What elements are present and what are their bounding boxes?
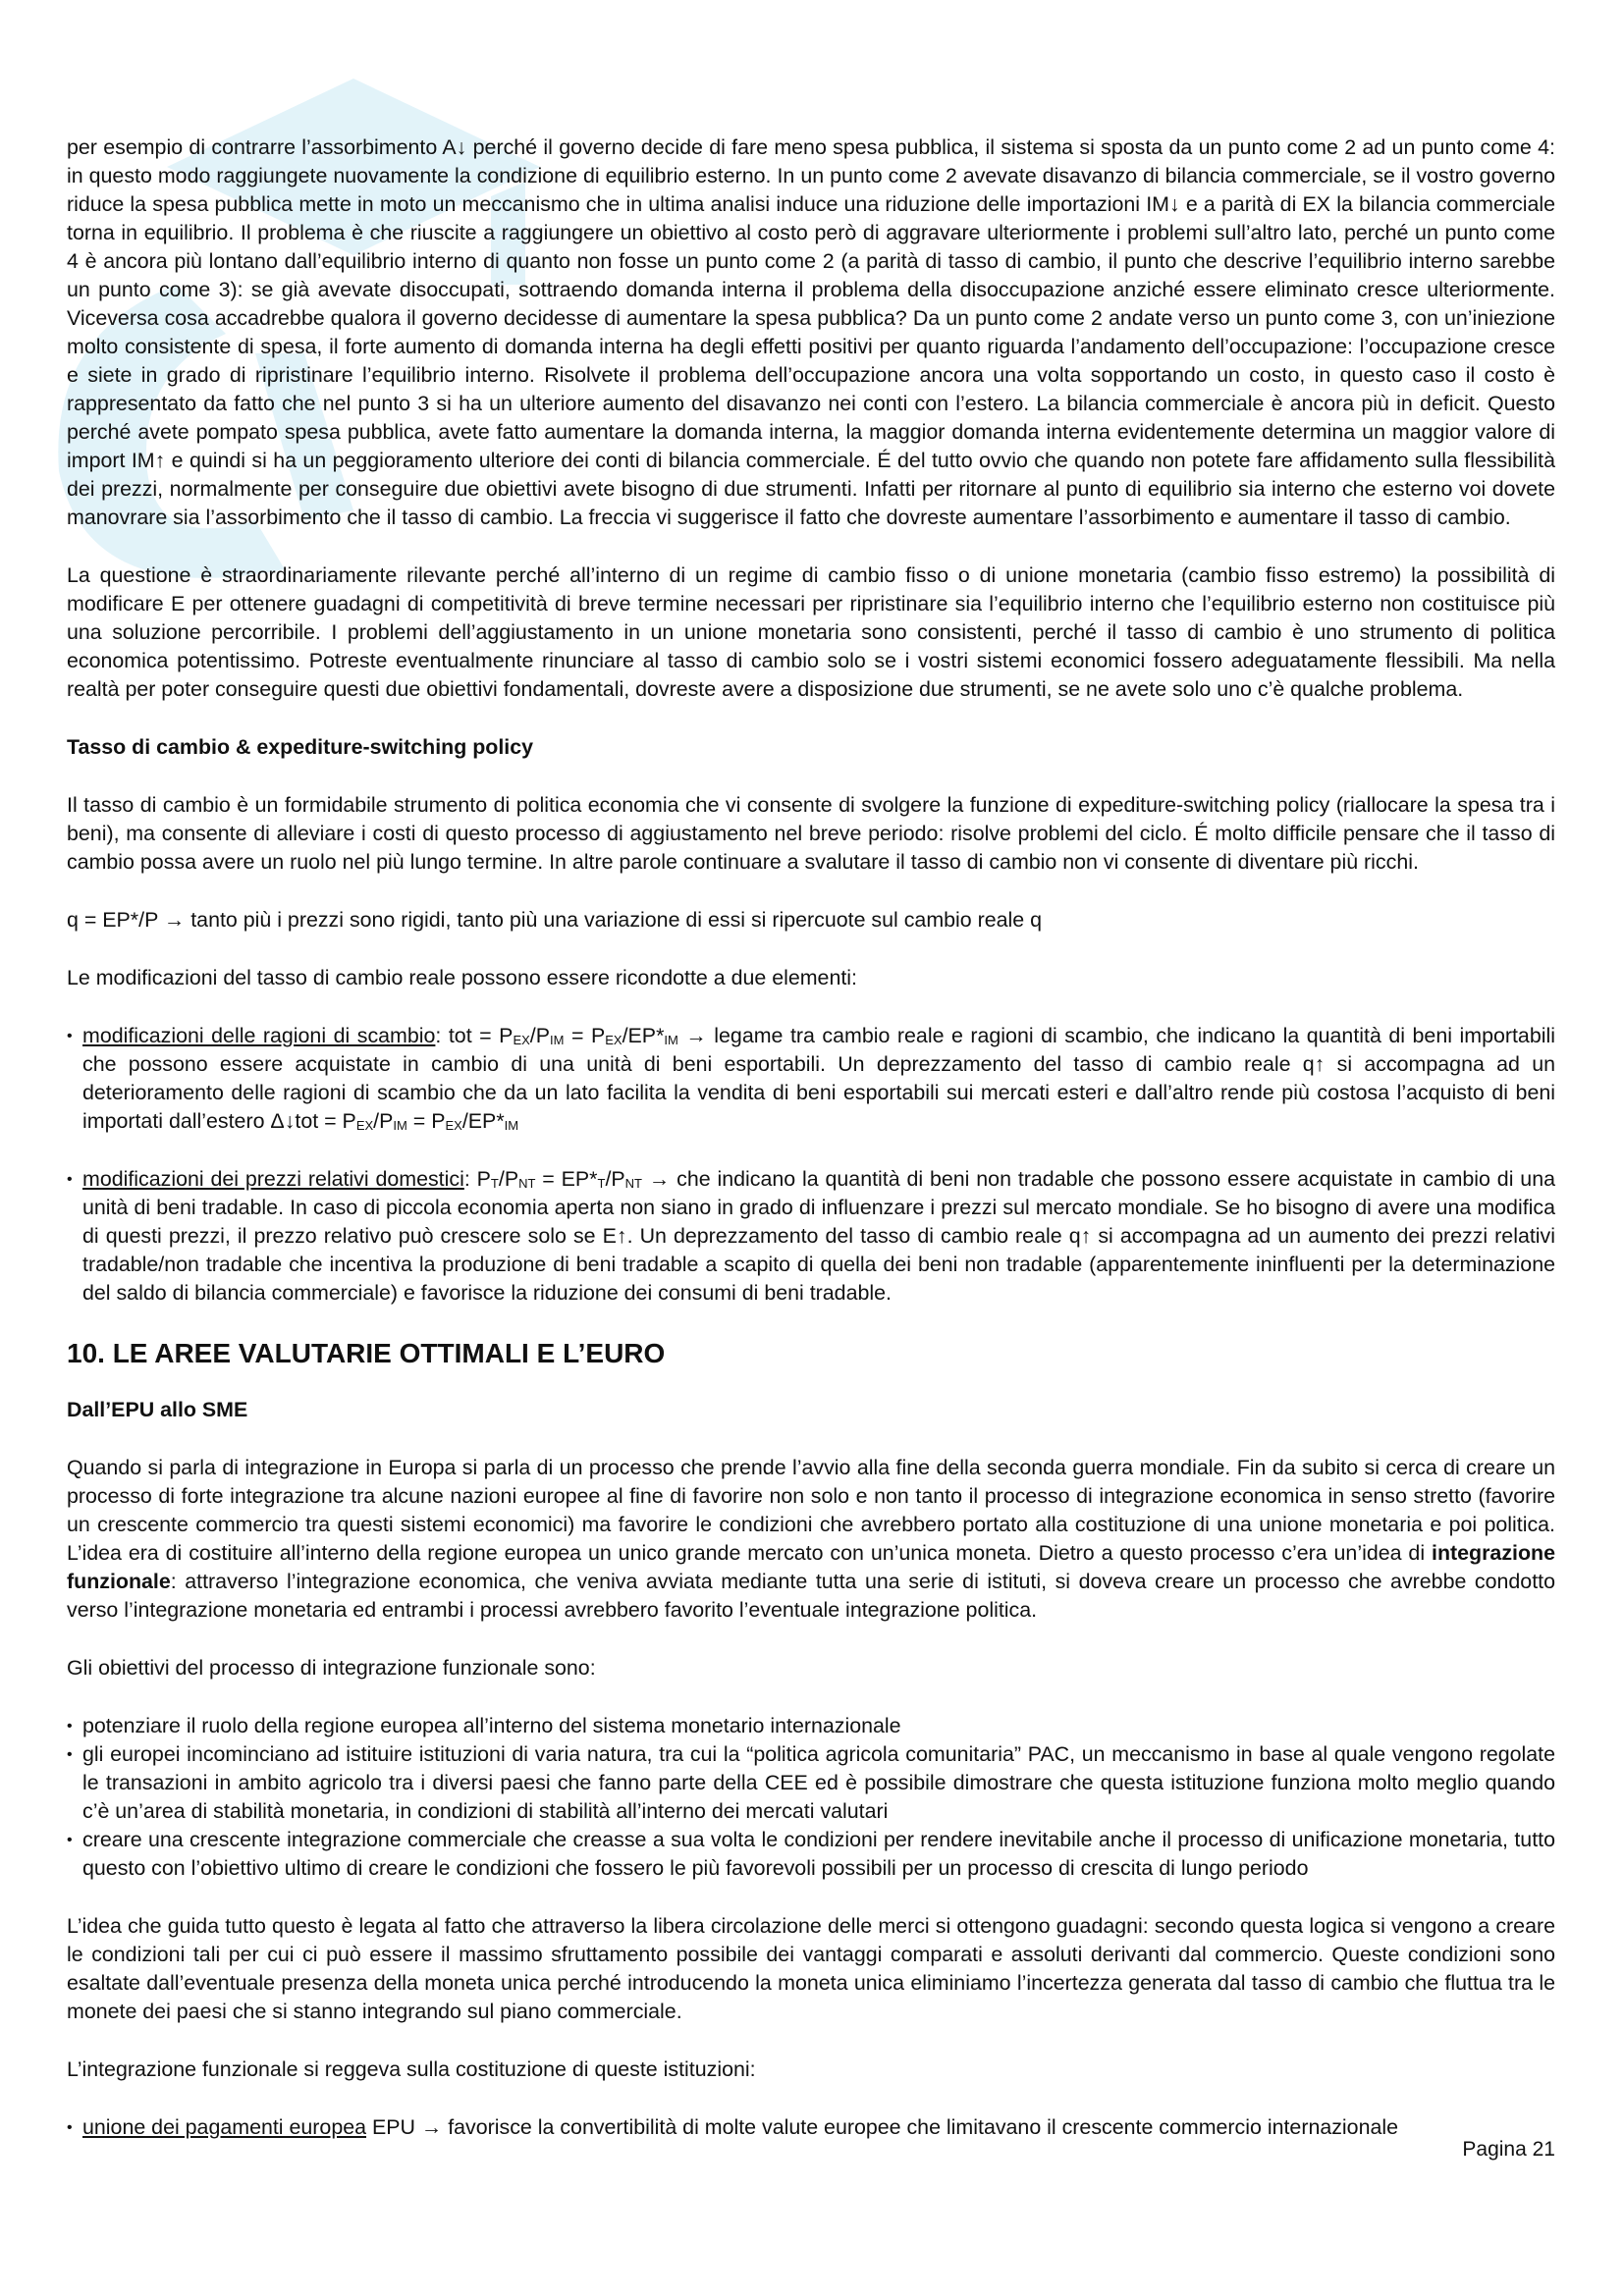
bullet-list-modificazioni <box>67 1022 1555 1308</box>
paragraph-integrazione-europa: Quando si parla di integrazione in Europa si parla di un processo che prende l’avvio alla fine della seconda guerra mondiale. Fin da subito si cerca di creare un processo di forte integrazione tra alcune nazioni europee al fine di favorire non solo e non tanto il processo di integrazione economica in senso stretto (favorire un crescente commercio tra questi sistemi economici) ma favorire le condizioni che avrebbero portato alla costituzione di una unione monetaria e poi politica. L’idea era di costituire all’interno della regione europea un unico grande mercato con un’unica moneta. Dietro a questo processo c’era un’idea di integrazione funzionale: attraverso l’integrazione economica, che veniva avviata mediante tutta una serie di istituti, si doveva creare un processo che avrebbe condotto verso l’integrazione monetaria ed entrambi i processi avrebbero favorito l’eventuale integrazione politica. <box>67 1456 1555 1622</box>
paragraph-strumento: Il tasso di cambio è un formidabile strumento di politica economia che vi consente di svolgere la funzione di expediture-switching policy (riallocare la spesa tra i beni), ma consente di alleviare i costi di questo processo di aggiustamento nel breve periodo: risolve problemi del ciclo. É molto difficile pensare che il tasso di cambio possa avere un ruolo nel più lungo termine. In altre parole continuare a svalutare il tasso di cambio non vi consente di diventare più ricchi. <box>67 793 1555 874</box>
term-prezzi-relativi: modificazioni dei prezzi relativi domestici <box>82 1167 464 1191</box>
paragraph-istituzioni: L’integrazione funzionale si reggeva sulla costituzione di queste istituzioni: <box>67 2057 756 2081</box>
term-ragioni-scambio: modificazioni delle ragioni di scambio <box>82 1024 436 1047</box>
paragraph-questione: La questione è straordinariamente rilevante perché all’interno di un regime di cambio fisso o di unione monetaria (cambio fisso estremo) la possibilità di modificare E per ottenere guadagni di competitività di breve termine necessari per ripristinare sia l’equilibrio interno che l’equilibrio esterno non costituisce più una soluzione percorribile. I problemi dell’aggiustamento in un unione monetaria sono consistenti, perché il tasso di cambio è uno strumento di politica economica potentissimo. Potreste eventualmente rinunciare al tasso di cambio solo se i vostri sistemi economici fossero adeguatamente flessibili. Ma nella realtà per poter conseguire questi due obiettivi fondamentali, dovreste avere a disposizione due strumenti, se ne avete solo uno c’è qualche problema. <box>67 563 1555 701</box>
page-number: Pagina 21 <box>1462 2138 1555 2161</box>
formula-tot: : tot = $P_{EX}/P_{IM} = P_{EX}/EP*_{IM}$ → <box>435 1024 715 1047</box>
list-item-obiettivo-3: • creare una crescente integrazione commerciale che creasse a sua volta le condizioni per rendere inevitabile anche il processo di unificazione monetaria, tutto questo con l’obiettivo ultimo di creare le condizioni che fossero le più favorevoli possibili per un processo di crescita di lungo periodo <box>67 1826 1555 1883</box>
section-heading-aree-valutarie: 10. LE AREE VALUTARIE OTTIMALI E L’EURO <box>67 1338 666 1368</box>
bullet-list-obiettivi <box>67 1712 1555 1883</box>
list-item-prezzi-relativi: • modificazioni dei prezzi relativi domestici: $P_T/P_{NT} = EP*_T/P_{NT}$ → che indicano la quantità di beni non tradable che possono essere acquistate in cambio di una unità di beni tradable. In caso di piccola economia aperta non siano in grado di influenzare i prezzi sul mercato mondiale. Se ho bisogno di avere una modifica di questi prezzi, il prezzo relativo può crescere solo se E↑. Un deprezzamento del tasso di cambio reale q↑ si accompagna ad un aumento dei prezzi relativi tradable/non tradable che incentiva la produzione di beni tradable a scapito di quella dei beni non tradable (apparentemente ininfluenti per la determinazione del saldo di bilancia commerciale) e favorisce la riduzione dei consumi di beni tradable. <box>67 1165 1555 1308</box>
subheading-epu-sme: Dall’EPU allo SME <box>67 1398 248 1421</box>
document-body <box>67 133 1555 2171</box>
paragraph-obiettivi: Gli obiettivi del processo di integrazione funzionale sono: <box>67 1656 596 1680</box>
bullet-list-istituzioni <box>67 2113 1555 2142</box>
paragraph-assorbimento: per esempio di contrarre l’assorbimento A↓ perché il governo decide di fare meno spesa pubblica, il sistema si sposta da un punto come 2 ad un punto come 4: in questo modo raggiungete nuovamente la condizione di equilibrio esterno. In un punto come 2 avevate disavanzo di bilancia commerciale, se il vostro governo riduce la spesa pubblica mette in moto un meccanismo che in ultima analisi induce una riduzione delle importazioni IM↓ e a parità di EX la bilancia commerciale torna in equilibrio. Il problema è che riuscite a raggiungere un obiettivo al costo però di aggravare ulteriormente i problemi sull’altro lato, perché un punto come 4 è ancora più lontano dall’equilibrio interno di quanto non fosse un punto come 2 (a parità di tasso di cambio, il punto che descrive l’equilibrio interno sarebbe un punto come 3): se già avevate disoccupati, sottraendo domanda interna il problema della disoccupazione anziché essere eliminato cresce ulteriormente. Viceversa cosa accadrebbe qualora il governo decidesse di aumentare la spesa pubblica? Da un punto come 2 andate verso un punto come 3, con un’iniezione molto consistente di spesa, il forte aumento di domanda interna ha degli effetti positivi per quanto riguarda l’andamento dell’occupazione: l’occupazione cresce e siete in grado di ripristinare l’equilibrio interno. Risolvete il problema dell’occupazione ancora una volta sopportando un costo, in questo caso il costo è rappresentato da fatto che nel punto 3 si ha un ulteriore aumento del disavanzo nei conti con l’estero. La bilancia commerciale è ancora più in deficit. Questo perché avete pompato spesa pubblica, avete fatto aumentare la domanda interna, la maggior domanda interna evidentemente determina un maggior valore di import IM↑ e quindi si ha un peggioramento ulteriore dei conti di bilancia commerciale. É del tutto ovvio che quando non potete fare affidamento sulla flessibilità dei prezzi, normalmente per conseguire due obiettivi avete bisogno di due strumenti. Infatti per ritornare al punto di equilibrio sia interno che esterno voi dovete manovrare sia l’assorbimento che il tasso di cambio. La freccia vi suggerisce il fatto che dovreste aumentare l’assorbimento e aumentare il tasso di cambio. <box>67 135 1555 529</box>
term-integrazione-funzionale: integrazione funzionale <box>67 1541 1555 1593</box>
formula-pt-pnt: : $P_T/P_{NT} = EP*_T/P_{NT}$ → <box>463 1167 677 1191</box>
paragraph-formula-q: q = EP*/P → tanto più i prezzi sono rigidi, tanto più una variazione di essi si ripercuote sul cambio reale q <box>67 908 1043 932</box>
paragraph-libera-circolazione: L’idea che guida tutto questo è legata al fatto che attraverso la libera circolazione delle merci si ottengono guadagni: secondo questa logica si vengono a creare le condizioni tali per cui ci può essere il massimo sfruttamento possibile dei vantaggi comparati e assoluti derivanti dal commercio. Queste condizioni sono esaltate dall’eventuale presenza della moneta unica perché introducendo la moneta unica eliminiamo l’incertezza generata dal tasso di cambio che fluttua tra le monete dei paesi che si stanno integrando sul piano commerciale. <box>67 1914 1555 2023</box>
paragraph-modificazioni: Le modificazioni del tasso di cambio reale possono essere ricondotte a due elementi: <box>67 966 857 989</box>
subheading-tasso-di-cambio: Tasso di cambio & expediture-switching policy <box>67 735 534 759</box>
term-epu: unione dei pagamenti europea <box>82 2115 367 2139</box>
list-item-epu: • unione dei pagamenti europea EPU → favorisce la convertibilità di molte valute europee che limitavano il crescente commercio internazionale <box>67 2113 1555 2142</box>
list-item-obiettivo-2: • gli europei incominciano ad istituire istituzioni di varia natura, tra cui la “politica agricola comunitaria” PAC, un meccanismo in base al quale vengono regolate le transazioni in ambito agricolo tra i diversi paesi che fanno parte della CEE ed è possibile dimostrare che questa istituzione funziona molto meglio quando c’è un’area di stabilità monetaria, in condizioni di stabilità all’interno dei mercati valutari <box>67 1740 1555 1826</box>
list-item-ragioni-scambio: • modificazioni delle ragioni di scambio: tot = $P_{EX}/P_{IM} = P_{EX}/EP*_{IM}$ → legame tra cambio reale e ragioni di scambio, che indicano la quantità di beni importabili che possono essere acquistate in cambio di una unità di beni esportabili. Un deprezzamento del tasso di cambio reale q↑ si accompagna ad un deterioramento delle ragioni di scambio che da un lato facilita la vendita di beni esportabili sui mercati esteri e dall’altro rende più costosa l’acquisto di beni importati dall’estero Δ↓tot = $P_{EX}/P_{IM} = P_{EX}/EP*_{IM}$ <box>67 1022 1555 1136</box>
list-item-obiettivo-1: • potenziare il ruolo della regione europea all’interno del sistema monetario internazionale <box>67 1712 1555 1740</box>
